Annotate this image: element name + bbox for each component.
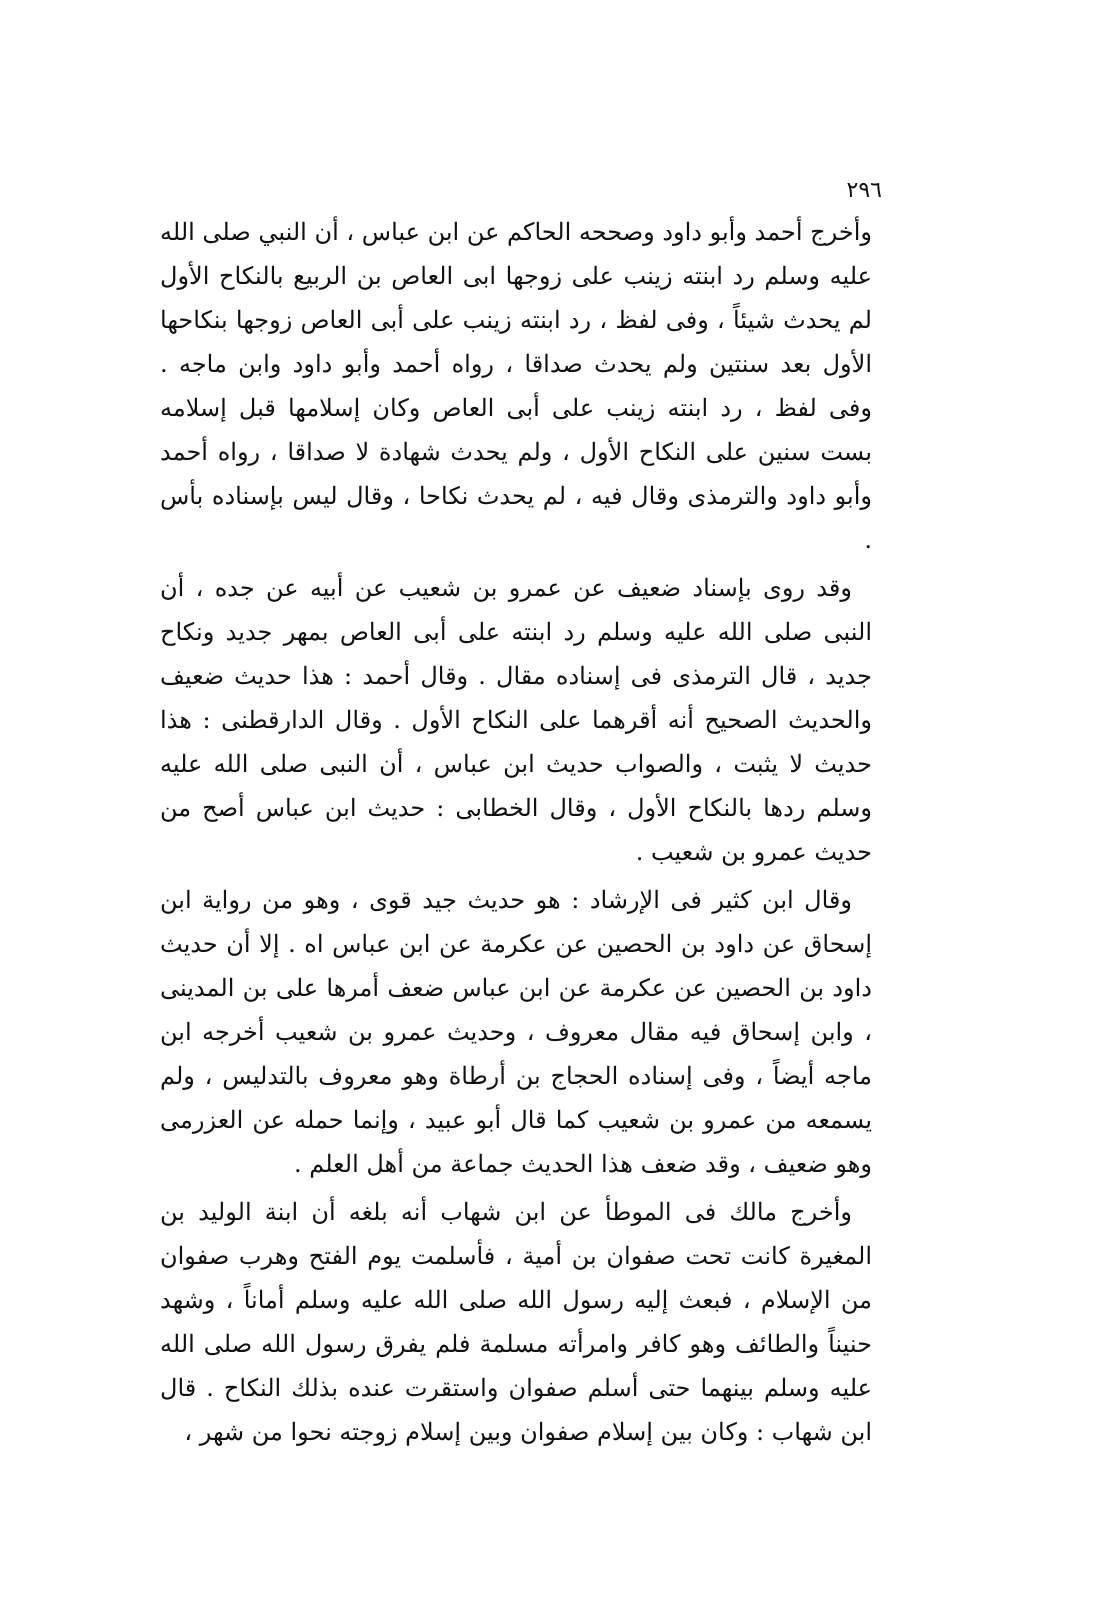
paragraph-3: وقال ابن كثير فى الإرشاد : هو حديث جيد قوى ، وهو من رواية ابن إسحاق عن داود بن الحصين عن عكرمة عن ابن عباس اه . إلا أن حديث داود بن الحصين عن عكرمة عن ابن عباس ضعف أمرها على بن المدينى ، وابن إسحاق فيه مقال معروف ، وحديث عمرو بن شعيب أخرجه ابن ماجه أيضاً ، وفى إسناده الحجاج بن أرطاة وهو معروف بالتدليس ، ولم يسمعه من عمرو بن شعيب كما قال أبو عبيد ، وإنما حمله عن العزرمى وهو ضعيف ، وقد ضعف هذا الحديث جماعة من أهل العلم .	[160, 886, 872, 1178]
page-number: ٢٩٦	[846, 178, 882, 203]
paragraph-2: وقد روى بإسناد ضعيف عن عمرو بن شعيب عن أبيه عن جده ، أن النبى صلى الله عليه وسلم رد ابنته على أبى العاص بمهر جديد ونكاح جديد ، قال الترمذى فى إسناده مقال . وقال أحمد : هذا حديث ضعيف والحديث الصحيح أنه أقرهما على النكاح الأول . وقال الدارقطنى : هذا حديث لا يثبت ، والصواب حديث ابن عباس ، أن النبى صلى الله عليه وسلم ردها بالنكاح الأول ، وقال الخطابى : حديث ابن عباس أصح من حديث عمرو بن شعيب .	[160, 574, 872, 866]
paragraph-4: وأخرج مالك فى الموطأ عن ابن شهاب أنه بلغه أن ابنة الوليد بن المغيرة كانت تحت صفوان بن أمية ، فأسلمت يوم الفتح وهرب صفوان من الإسلام ، فبعث إليه رسول الله صلى الله عليه وسلم أماناً ، وشهد حنيناً والطائف وهو كافر وامرأته مسلمة فلم يفرق رسول الله صلى الله عليه وسلم بينهما حتى أسلم صفوان واستقرت عنده بذلك النكاح . قال ابن شهاب : وكان بين إسلام صفوان وبين إسلام زوجته نحوا من شهر ،	[160, 1198, 872, 1446]
body-text	[160, 210, 872, 1458]
paragraph-1: وأخرج أحمد وأبو داود وصححه الحاكم عن ابن عباس ، أن النبي صلى الله عليه وسلم رد ابنته زينب على زوجها ابى العاص بن الربيع بالنكاح الأول لم يحدث شيئاً ، وفى لفظ ، رد ابنته زينب على أبى العاص زوجها بنكاحها الأول بعد سنتين ولم يحدث صداقا ، رواه أحمد وأبو داود وابن ماجه . وفى لفظ ، رد ابنته زينب على أبى العاص وكان إسلامها قبل إسلامه بست سنين على النكاح الأول ، ولم يحدث شهادة لا صداقا ، رواه أحمد وأبو داود والترمذى وقال فيه ، لم يحدث نكاحا ، وقال ليس بإسناده بأس .	[160, 218, 872, 554]
